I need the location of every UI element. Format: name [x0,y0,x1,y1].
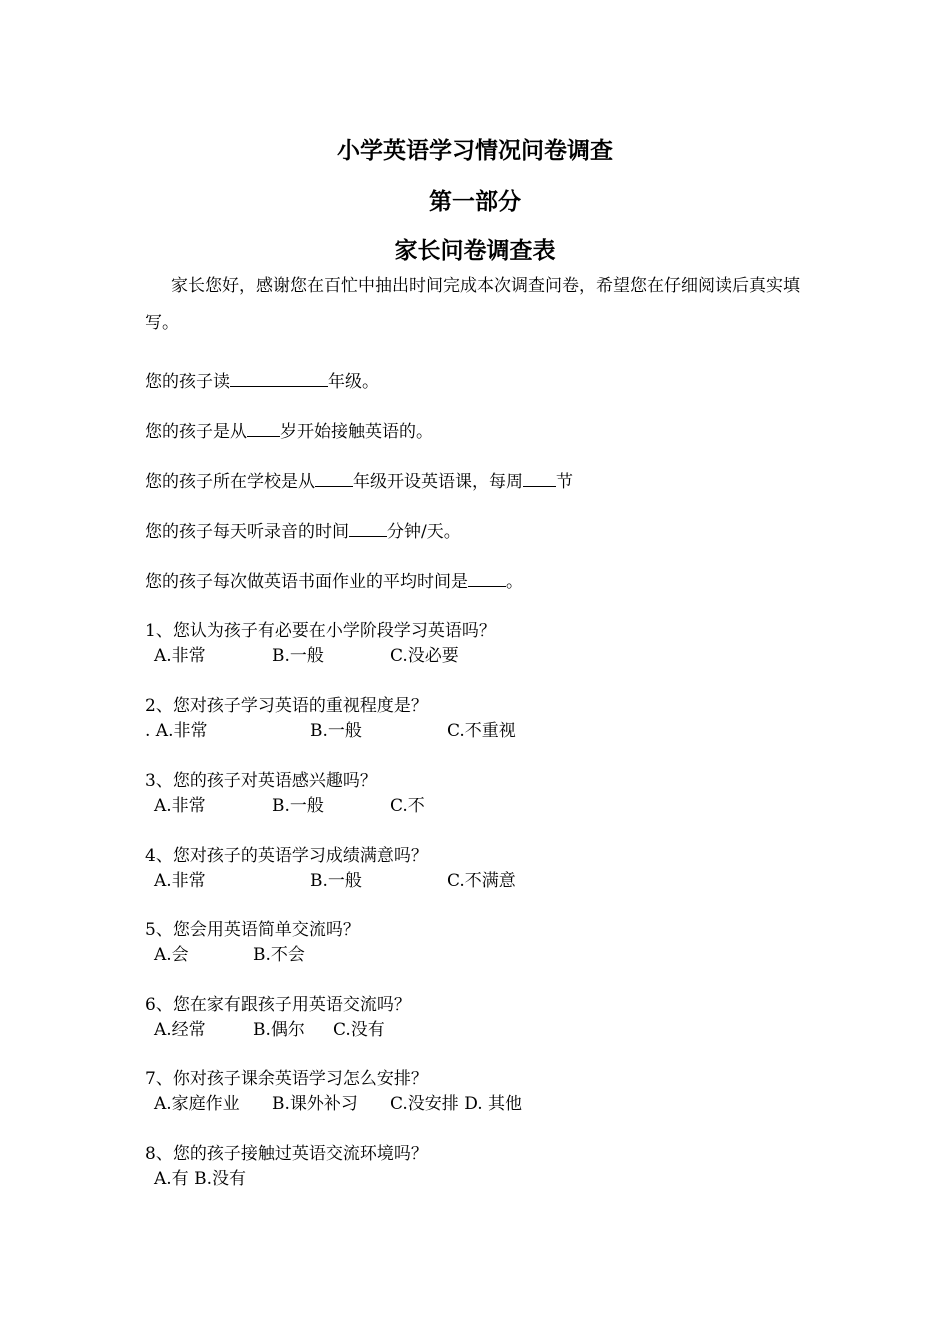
option[interactable]: A.非常 [154,646,206,666]
lessons-per-week-blank[interactable] [523,471,556,487]
option[interactable]: A.经常 [154,1020,206,1040]
option[interactable]: B.一般 [272,796,324,816]
grade-blank[interactable] [230,371,328,387]
option[interactable]: B.偶尔 [253,1020,305,1040]
homework-suffix: 。 [506,572,523,592]
option[interactable]: C.不重视 [447,721,516,741]
question-7: 7、你对孩子课余英语学习怎么安排？ [145,1069,428,1089]
option[interactable]: B.不会 [253,945,305,965]
grade-label: 您的孩子读 [145,372,230,392]
option[interactable]: B.一般 [272,646,324,666]
intro-paragraph: 家长您好，感谢您在百忙中抽出时间完成本次调查问卷，希望您在仔细阅读后真实填写。 [145,276,800,333]
question-6: 6、您在家有跟孩子用英语交流吗？ [145,995,411,1015]
age-line [145,421,433,443]
grade-suffix: 年级。 [328,372,379,392]
question-2: 2、您对孩子学习英语的重视程度是？ [145,696,428,716]
question-1: 1、您认为孩子有必要在小学阶段学习英语吗？ [145,621,496,641]
option[interactable]: B.一般 [310,721,362,741]
homework-line [145,571,523,593]
school-line [145,471,573,493]
age-suffix: 岁开始接触英语的。 [280,422,433,442]
option[interactable]: . A.非常 [145,721,208,741]
question-3: 3、您的孩子对英语感兴趣吗？ [145,771,377,791]
survey-title: 小学英语学习情况问卷调查 [337,137,613,164]
option[interactable]: A.家庭作业 [154,1094,240,1114]
option[interactable]: C.没必要 [390,646,459,666]
homework-blank[interactable] [468,571,506,587]
question-8: 8、您的孩子接触过英语交流环境吗？ [145,1144,428,1164]
listening-line [145,521,461,543]
option[interactable]: B.一般 [310,871,362,891]
school-suffix: 节 [556,472,573,492]
questionnaire-subtitle: 家长问卷调查表 [394,237,556,264]
option[interactable]: C.不满意 [447,871,516,891]
option[interactable]: C.不 [390,796,425,816]
option[interactable]: A.非常 [154,871,206,891]
start-grade-blank[interactable] [315,471,353,487]
age-label: 您的孩子是从 [145,422,247,442]
option[interactable]: B.课外补习 [272,1094,358,1114]
school-mid-label: 年级开设英语课，每周 [353,472,523,492]
school-label: 您的孩子所在学校是从 [145,472,315,492]
listening-suffix: 分钟/天。 [387,522,461,542]
listening-label: 您的孩子每天听录音的时间 [145,522,349,542]
homework-label: 您的孩子每次做英语书面作业的平均时间是 [145,572,468,592]
listening-blank[interactable] [349,521,387,537]
option[interactable]: A.有 B.没有 [154,1169,246,1189]
age-blank[interactable] [247,421,280,437]
part-heading: 第一部分 [429,188,521,215]
option[interactable]: C.没安排 D. 其他 [390,1094,523,1114]
option[interactable]: C.没有 [333,1020,385,1040]
grade-line [145,371,379,393]
option[interactable]: A.会 [154,945,189,965]
question-5: 5、您会用英语简单交流吗？ [145,920,360,940]
question-4: 4、您对孩子的英语学习成绩满意吗？ [145,846,428,866]
option[interactable]: A.非常 [154,796,206,816]
